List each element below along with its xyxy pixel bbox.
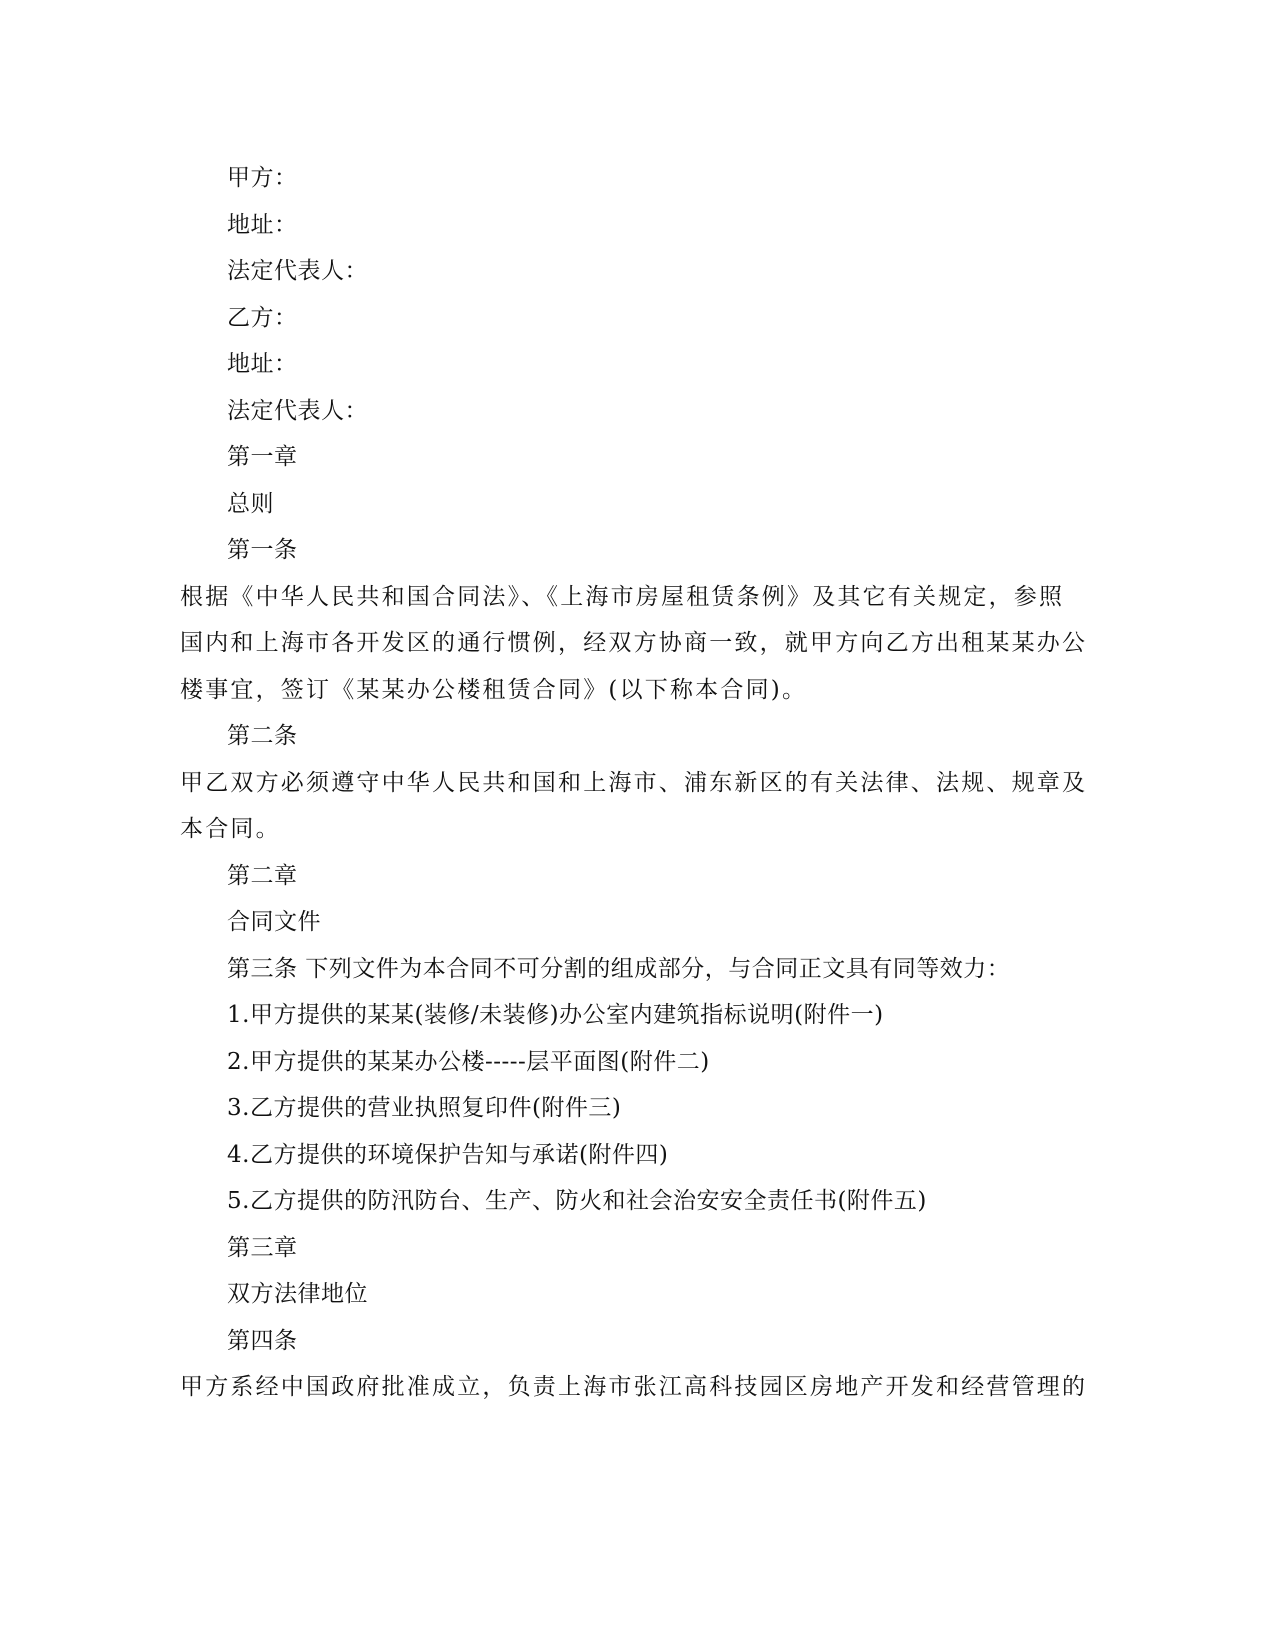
paragraph-line: 甲方系经中国政府批准成立，负责上海市张江高科技园区房地产开发和经营管理的 bbox=[180, 1374, 1088, 1400]
article-3-text: 第三条 下列文件为本合同不可分割的组成部分，与合同正文具有同等效力： bbox=[227, 955, 1011, 982]
chapter-3-title: 双方法律地位 bbox=[227, 1281, 368, 1307]
paragraph-line: 根据《中华人民共和国合同法》、《上海市房屋租赁条例》及其它有关规定，参照 bbox=[180, 583, 1065, 610]
article-1-heading: 第一条 bbox=[227, 537, 298, 563]
party-a-legal-rep-label: 法定代表人： bbox=[227, 258, 368, 284]
chapter-1-title: 总则 bbox=[227, 490, 274, 517]
article-4-heading: 第四条 bbox=[227, 1327, 298, 1354]
attachment-list-item: 5.乙方提供的防汛防台、生产、防火和社会治安安全责任书(附件五) bbox=[227, 1188, 927, 1214]
paragraph-line: 甲乙双方必须遵守中华人民共和国和上海市、浦东新区的有关法律、法规、规章及 bbox=[180, 769, 1088, 796]
attachment-list-item: 3.乙方提供的营业执照复印件(附件三) bbox=[227, 1095, 622, 1121]
paragraph-line: 国内和上海市各开发区的通行惯例，经双方协商一致，就甲方向乙方出租某某办公 bbox=[180, 630, 1088, 656]
article-2-heading: 第二条 bbox=[227, 723, 298, 749]
article-1-paragraph bbox=[180, 574, 1088, 714]
chapter-1-heading: 第一章 bbox=[227, 444, 298, 470]
contract-body bbox=[180, 155, 1088, 1411]
paragraph-line: 楼事宜，签订《某某办公楼租赁合同》(以下称本合同)。 bbox=[180, 676, 808, 703]
party-b-legal-rep-label: 法定代表人： bbox=[227, 397, 368, 424]
attachment-list-item: 2.甲方提供的某某办公楼-----层平面图(附件二) bbox=[227, 1048, 710, 1075]
attachment-list-item: 1.甲方提供的某某(装修/未装修)办公室内建筑指标说明(附件一) bbox=[227, 1002, 884, 1028]
party-b-label: 乙方： bbox=[227, 304, 298, 331]
article-2-paragraph bbox=[180, 760, 1088, 853]
party-b-address-label: 地址： bbox=[227, 351, 298, 377]
attachment-list-item: 4.乙方提供的环境保护告知与承诺(附件四) bbox=[227, 1141, 669, 1168]
chapter-3-heading: 第三章 bbox=[227, 1234, 298, 1261]
paragraph-line: 本合同。 bbox=[180, 816, 281, 842]
party-a-address-label: 地址： bbox=[227, 211, 298, 238]
article-4-paragraph bbox=[180, 1364, 1088, 1411]
chapter-2-heading: 第二章 bbox=[227, 862, 298, 889]
party-a-label: 甲方： bbox=[227, 165, 298, 191]
chapter-2-title: 合同文件 bbox=[227, 909, 321, 935]
